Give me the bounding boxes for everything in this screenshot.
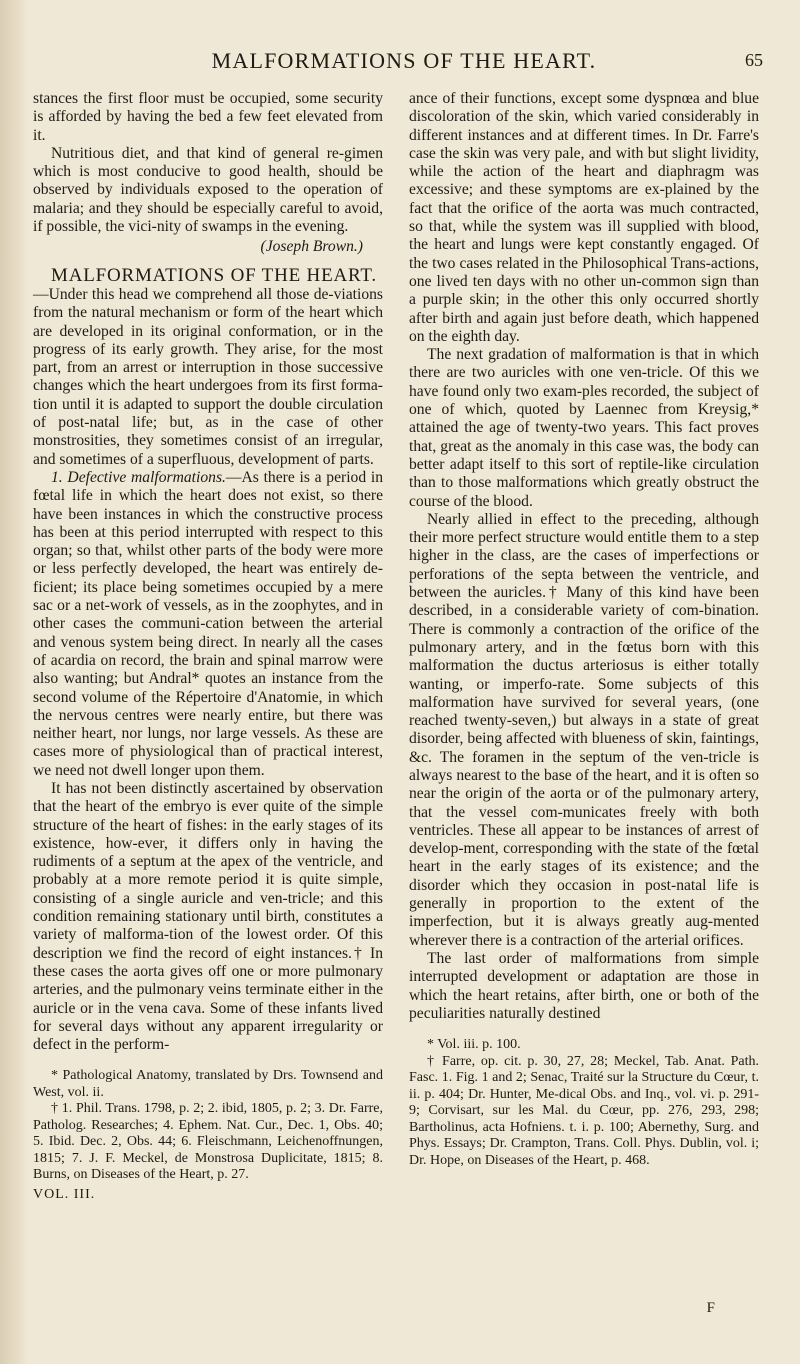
right-column <box>409 90 759 1169</box>
paragraph: It has not been distinctly ascertained by observation that the heart of the embryo is ever quite of the simple structure of the heart of fishes: in the early stages of its existence, how-ever, it differs only in having the rudiments of a septum at the apex of the ventricle, and probably at a more remote period it is quite simple, consisting of a single auricle and ven-tricle; and this condition remaining stationary until birth, constitutes a variety of malforma-tion of the lowest order. Of this description we find the record of eight instances.† In these cases the aorta gives off one or more pulmonary arteries, and the pulmonary veins terminate either in the auricle or in the vena cava. Some of these infants lived for several days without any apparent irregularity or defect in the perform- <box>33 779 383 1054</box>
paragraph: stances the first floor must be occupied, some security is afforded by having the bed a few feet elevated from it. <box>33 90 383 144</box>
author-signature: (Joseph Brown.) <box>260 238 363 256</box>
paragraph: ance of their functions, except some dyspnœa and blue discoloration of the skin, which varied considerably in different instances and at different times. In Dr. Farre's case the skin was very pale, and with but slight lividity, while the action of the heart and diaphragm was excessive; and these symptoms are ex-plained by the fact that the orifice of the aorta was much contracted, so that, while the system was ill supplied with blood, the heart and lungs were kept constantly engaged. Of the two cases related in the Philosophical Trans-actions, one lived ten days with no other un-common sign than a purple skin; in the other this only occurred shortly after birth and again just before death, which happened on the eighth day. <box>409 90 759 345</box>
paragraph <box>33 469 383 780</box>
paragraph: The last order of malformations from simple interrupted development or adaptation are those in which the heart retains, after birth, one or both of the peculiarities naturally destined <box>409 949 759 1022</box>
section-title: MALFORMATIONS OF THE HEART. <box>51 264 377 286</box>
footnote: † 1. Phil. Trans. 1798, p. 2; 2. ibid, 1805, p. 2; 3. Dr. Farre, Patholog. Researches; 4. Ephem. Nat. Cur., Dec. 1, Obs. 40; 5. Ibid. Dec. 2, Obs. 44; 6. Fleischmann, Leichenoffnungen, 1815; 7. J. F. Meckel, de Monstrosa Duplicitate, 1815; 8. Burns, on Diseases of the Heart, p. 27. <box>33 1101 383 1183</box>
paragraph: The next gradation of malformation is that in which there are two auricles with one ven-tricle. Of this we have found only two exam-ples recorded, the subject of one of which, quoted by Laennec from Kreysig,* attained the age of twenty-two years. This fact proves that, great as the anomaly in this case was, the body can better adapt itself to this sort of reptile-like circulation than to those malformations which greatly obstruct the course of the blood. <box>409 346 759 510</box>
paragraph: Nutritious diet, and that kind of general re-gimen which is most conducive to good health, should be observed by individuals exposed to the operation of malaria; and they should be especially careful to avoid, if possible, the vici-nity of swamps in the evening. <box>33 144 383 236</box>
gathering-signature-letter: F <box>706 1300 715 1316</box>
running-title: MALFORMATIONS OF THE HEART. <box>211 48 597 73</box>
page-header <box>33 48 775 78</box>
left-column <box>33 90 383 1204</box>
footnote-separator <box>33 1054 383 1068</box>
volume-signature: VOL. III. <box>33 1186 96 1202</box>
footnote: † Farre, op. cit. p. 30, 27, 28; Meckel, Tab. Anat. Path. Fasc. 1. Fig. 1 and 2; Senac, Traité sur la Structure du Cœur, t. ii. p. 404; Dr. Hunter, Me-dical Obs. and Inq., vol. vi. p. 291-9; Corvisart, sur les Mal. du Cœur, pp. 276, 293, 298; Bartholinus, acta Hofniens. t. i. p. 100; Abernethy, Surg. and Phys. Essays; Dr. Crampton, Trans. Coll. Phys. Dublin, vol. i; Dr. Hope, on Diseases of the Heart, p. 468. <box>409 1053 759 1168</box>
paragraph: —Under this head we comprehend all those de-viations from the natural mechanism or form of the heart which are developed in its original conformation, or in the progress of its early growth. They arise, for the most part, from an arrest or interruption in those successive changes which the heart undergoes from its first forma-tion until it is adapted to support the double circulation of post-natal life; but, as in the case of other monstrosities, they sometimes consist of an irregular, and sometimes of a superfluous, development of parts. <box>33 285 383 468</box>
footnote: * Pathological Anatomy, translated by Drs. Townsend and West, vol. ii. <box>33 1068 383 1100</box>
book-page <box>33 0 775 1364</box>
page-gutter-shadow <box>0 0 28 1364</box>
subsection-title: 1. Defective malformations. <box>51 468 226 486</box>
footnote-separator <box>409 1023 759 1037</box>
section-heading <box>33 264 383 286</box>
page-number: 65 <box>745 50 763 70</box>
paragraph: Nearly allied in effect to the preceding, although their more perfect structure would entitle them to a step higher in the class, are the cases of imperfections or perforations of the septa between the ventricle, and between the auricles.† Many of this kind have been described, in a considerable variety of com-bination. There is commonly a contraction of the orifice of the pulmonary artery, and in the fœtus born with this malformation the ductus arteriosus is either totally wanting, or imperfo-rate. Some subjects of this malformation have survived for several years, (one reached twenty-seven,) but always in a state of great disorder, being affected with blueness of skin, faintings, &c. The foramen in the septum of the ven-tricle is always nearest to the base of the heart, and it is often so near the origin of the aorta or of the pulmonary artery, that the vessel com-municates freely with both ventricles. These all appear to be instances of arrest of develop-ment, corresponding with the state of the fœtal heart in the early stages of its existence; and the disorder which they occasion in post-natal life is generally in proportion to the extent of the imperfection, but it is always greatly aug-mented wherever there is a contraction of the arterial orifices. <box>409 510 759 949</box>
paragraph-text: —As there is a period in fœtal life in which the heart does not exist, so there have been instances in which the constructive process has been at this period interrupted with respect to this organ; so that, whilst other parts of the body were more or less perfectly developed, the heart was entirely de-ficient; its place being sometimes occupied by a mere sac or a net-work of vessels, as in the zoophytes, and in other cases the communi-cation between the arterial and venous system being direct. In nearly all the cases of acardia on record, the brain and spinal marrow were also wanting; but Andral* quotes an instance from the second volume of the Répertoire d'Anatomie, in which the nervous centres were nearly entire, but there was neither heart, nor lungs, nor large vessels. As these are cases more of physiological than of practical interest, we need not dwell longer upon them. <box>33 468 383 779</box>
footnote: * Vol. iii. p. 100. <box>427 1037 521 1053</box>
